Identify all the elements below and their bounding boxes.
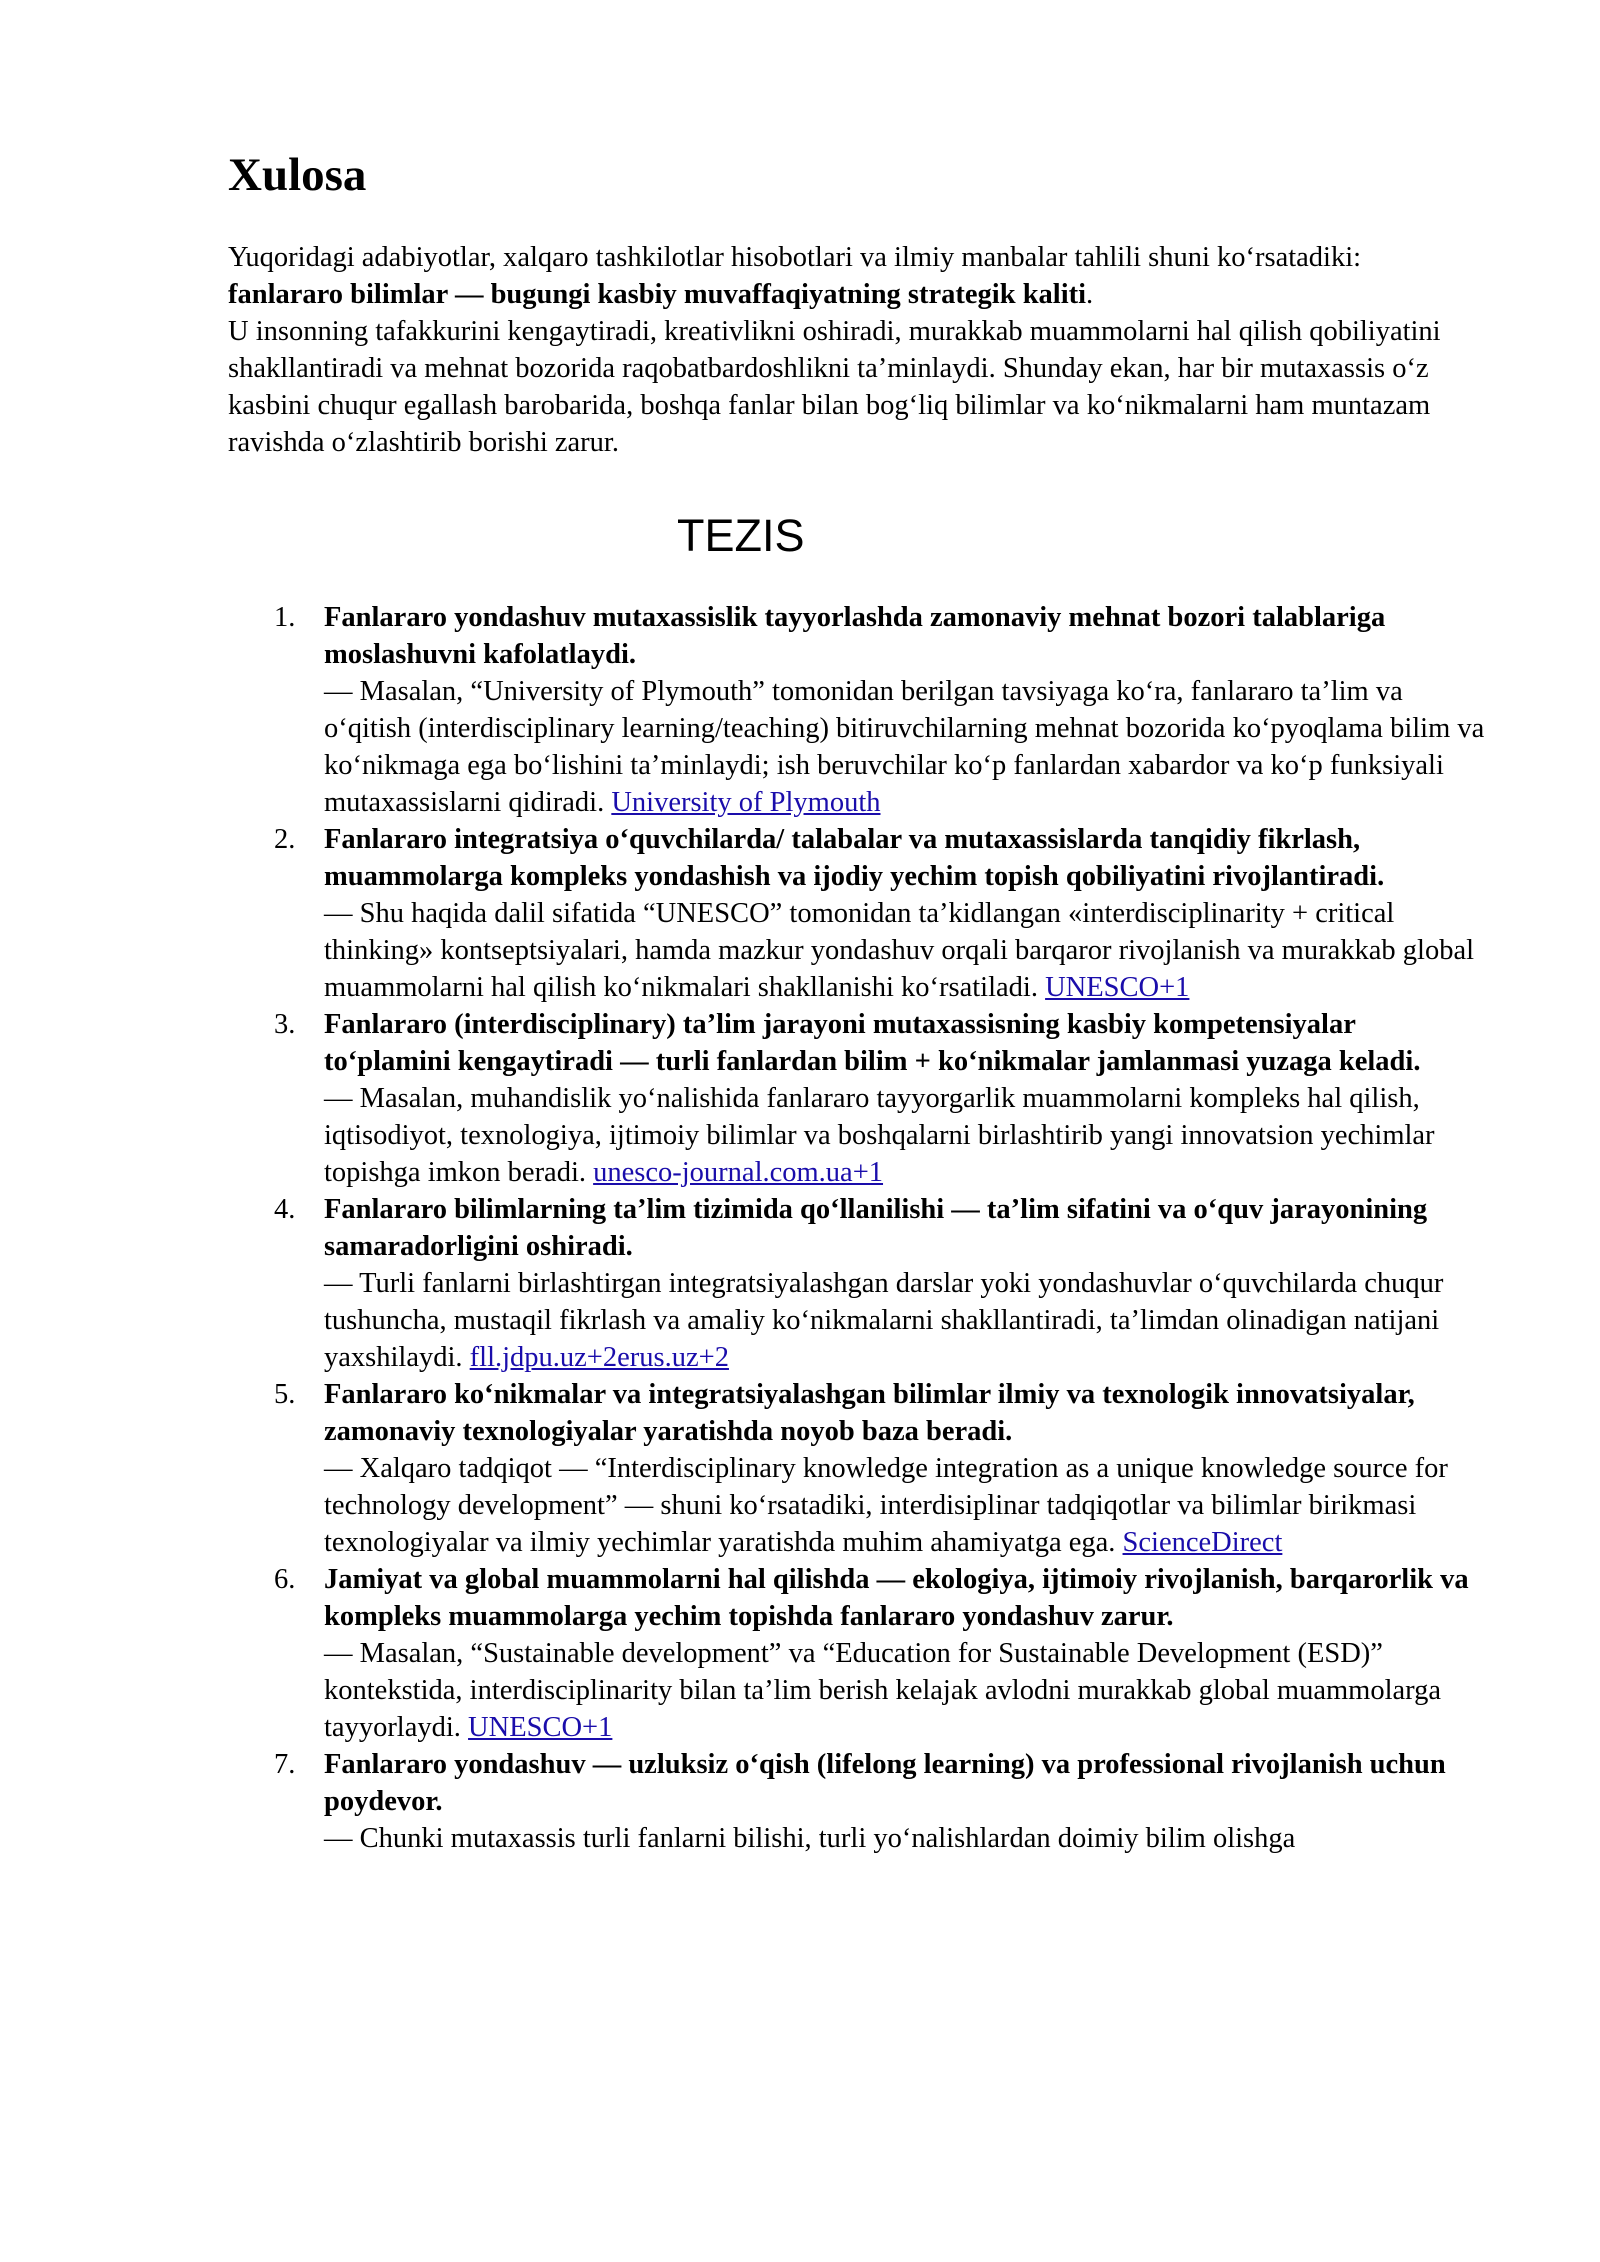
item-claim: Fanlararo integratsiya o‘quvchilarda/ talabalar va mutaxassislarda tanqidiy fikrlash, muammolarga kompleks yondashish va ijodiy yechim topish qobiliyatini rivojlantiradi. xyxy=(324,823,1385,892)
tezis-section xyxy=(228,509,1488,1857)
item-evidence xyxy=(324,1265,1488,1376)
source-link[interactable]: unesco-journal.com.ua+1 xyxy=(593,1156,884,1188)
conclusion-intro: Yuqoridagi adabiyotlar, xalqaro tashkilotlar hisobotlari va ilmiy manbalar tahlili shuni ko‘rsatadiki: xyxy=(228,241,1362,273)
list-item xyxy=(228,1561,1488,1746)
tezis-title: TEZIS xyxy=(677,509,805,561)
item-number: 5. xyxy=(274,1378,296,1410)
conclusion-key-statement: fanlararo bilimlar — bugungi kasbiy muvaffaqiyatning strategik kaliti xyxy=(228,278,1087,310)
item-number: 7. xyxy=(274,1748,296,1780)
list-item xyxy=(228,599,1488,821)
item-evidence xyxy=(324,1635,1488,1746)
item-number: 1. xyxy=(274,601,296,633)
item-evidence-text: — Shu haqida dalil sifatida “UNESCO” tomonidan ta’kidlangan «interdisciplinarity + critical thinking» kontseptsiyalari, hamda mazkur yondashuv orqali barqaror rivojlanish va murakkab global muammolarni hal qilish ko‘nikmalari shakllanishi ko‘rsatiladi. xyxy=(324,897,1475,1003)
item-claim: Fanlararo bilimlarning ta’lim tizimida qo‘llanilishi — ta’lim sifatini va o‘quv jarayonining samaradorligini oshiradi. xyxy=(324,1193,1428,1262)
conclusion-key-statement-end: . xyxy=(1086,278,1094,310)
item-claim: Fanlararo ko‘nikmalar va integratsiyalashgan bilimlar ilmiy va texnologik innovatsiyalar, zamonaviy texnologiyalar yaratishda noyob baza beradi. xyxy=(324,1378,1415,1447)
item-evidence-text: — Masalan, “Sustainable development” va “Education for Sustainable Development (ESD)” kontekstida, interdisciplinarity bilan ta’lim berish kelajak avlodni murakkab global muammolarga tayyorlaydi. xyxy=(324,1637,1442,1743)
source-link[interactable]: UNESCO+1 xyxy=(1045,971,1190,1003)
conclusion-body: U insonning tafakkurini kengaytiradi, kreativlikni oshiradi, murakkab muammolarni hal qilish qobiliyatini shakllantiradi va mehnat bozorida raqobatbardoshlikni ta’minlaydi. Shunday ekan, har bir mutaxassis o‘z kasbini chuqur egallash barobarida, boshqa fanlar bilan bog‘liq bilimlar va ko‘nikmalarni ham muntazam ravishda o‘zlashtirib borishi zarur. xyxy=(228,315,1441,458)
item-claim: Fanlararo (interdisciplinary) ta’lim jarayoni mutaxassisning kasbiy kompetensiyalar to‘plamini kengaytiradi — turli fanlardan bilim + ko‘nikmalar jamlanmasi yuzaga keladi. xyxy=(324,1008,1421,1077)
item-evidence-text: — Xalqaro tadqiqot — “Interdisciplinary knowledge integration as a unique knowledge source for technology development” — shuni ko‘rsatadiki, interdisiplinar tadqiqotlar va bilimlar birikmasi texnologiyalar va ilmiy yechimlar yaratishda muhim ahamiyatga ega. xyxy=(324,1452,1448,1558)
list-item xyxy=(228,1191,1488,1376)
item-claim: Fanlararo yondashuv — uzluksiz o‘qish (lifelong learning) va professional rivojlanish uchun poydevor. xyxy=(324,1748,1446,1817)
item-evidence-text: — Turli fanlarni birlashtirgan integratsiyalashgan darslar yoki yondashuvlar o‘quvchilarda chuqur tushuncha, mustaqil fikrlash va amaliy ko‘nikmalarni shakllantiradi, ta’limdan olinadigan natijani yaxshilaydi. xyxy=(324,1267,1444,1373)
item-evidence-text: — Masalan, muhandislik yo‘nalishida fanlararo tayyorgarlik muammolarni kompleks hal qilish, iqtisodiyot, texnologiya, ijtimoiy bilimlar va boshqalarni birlashtirib yangi innovatsion yechimlar topishga imkon beradi. xyxy=(324,1082,1435,1188)
item-evidence xyxy=(324,895,1488,1006)
item-number: 6. xyxy=(274,1563,296,1595)
item-number: 3. xyxy=(274,1008,296,1040)
list-item xyxy=(228,1746,1488,1857)
item-evidence-text: — Chunki mutaxassis turli fanlarni bilishi, turli yo‘nalishlardan doimiy bilim olishga xyxy=(324,1822,1296,1854)
list-item xyxy=(228,1376,1488,1561)
item-evidence xyxy=(324,1450,1488,1561)
conclusion-paragraph xyxy=(228,239,1488,461)
item-evidence xyxy=(324,1820,1488,1857)
conclusion-section xyxy=(228,150,1488,461)
source-link[interactable]: fll.jdpu.uz+2erus.uz+2 xyxy=(469,1341,729,1373)
theses-list xyxy=(228,599,1488,1857)
item-evidence xyxy=(324,1080,1488,1191)
source-link[interactable]: UNESCO+1 xyxy=(468,1711,613,1743)
item-claim: Jamiyat va global muammolarni hal qilishda — ekologiya, ijtimoiy rivojlanish, barqarorlik va kompleks muammolarga yechim topishda fanlararo yondashuv zarur. xyxy=(324,1563,1469,1632)
conclusion-heading: Xulosa xyxy=(228,149,367,201)
document-page xyxy=(228,150,1488,1857)
item-number: 2. xyxy=(274,823,296,855)
list-item xyxy=(228,821,1488,1006)
item-number: 4. xyxy=(274,1193,296,1225)
item-evidence-text: — Masalan, “University of Plymouth” tomonidan berilgan tavsiyaga ko‘ra, fanlararo ta’lim va o‘qitish (interdisciplinary learning/teaching) bitiruvchilarning mehnat bozorida ko‘pyoqlama bilim va ko‘nikmaga ega bo‘lishini ta’minlaydi; ish beruvchilar ko‘p fanlardan xabardor va ko‘p funksiyali mutaxassislarni qidiradi. xyxy=(324,675,1485,818)
list-item xyxy=(228,1006,1488,1191)
item-evidence xyxy=(324,673,1488,821)
item-claim: Fanlararo yondashuv mutaxassislik tayyorlashda zamonaviy mehnat bozori talablariga moslashuvni kafolatlaydi. xyxy=(324,601,1386,670)
source-link[interactable]: University of Plymouth xyxy=(611,786,881,818)
source-link[interactable]: ScienceDirect xyxy=(1122,1526,1283,1558)
